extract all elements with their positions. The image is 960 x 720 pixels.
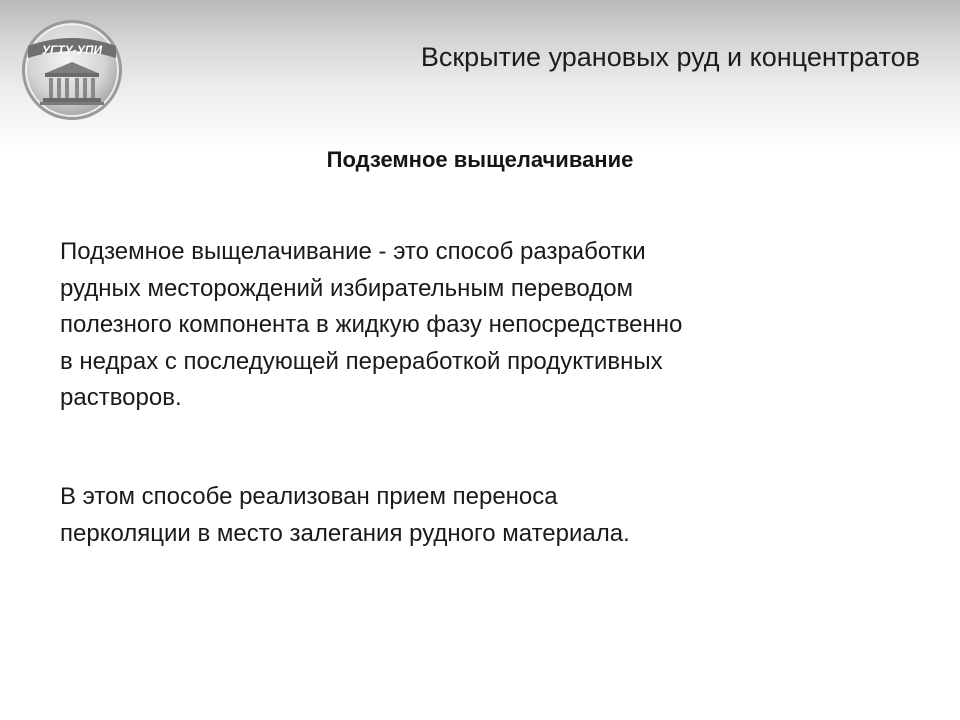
paragraph-line: перколяции в место залегания рудного материала.	[60, 519, 630, 547]
paragraph-line: В этом способе реализован прием переноса	[60, 483, 558, 510]
percolation-paragraph	[60, 479, 920, 552]
paragraph-line: полезного компонента в жидкую фазу непосредственно	[60, 311, 683, 338]
slide-title: Вскрытие урановых руд и концентратов	[420, 42, 920, 72]
logo-text: УГТУ-УПИ	[41, 43, 103, 57]
paragraph-line: рудных месторождений избирательным переводом	[60, 274, 634, 302]
paragraph-line: в недрах с последующей переработкой продуктивных	[60, 347, 663, 375]
university-logo-icon	[20, 18, 124, 122]
paragraph-line: растворов.	[60, 384, 182, 411]
definition-paragraph	[60, 234, 920, 417]
paragraph-line: Подземное выщелачивание - это способ разработки	[60, 238, 646, 265]
section-heading: Подземное выщелачивание	[326, 147, 634, 172]
header-band	[0, 0, 960, 150]
